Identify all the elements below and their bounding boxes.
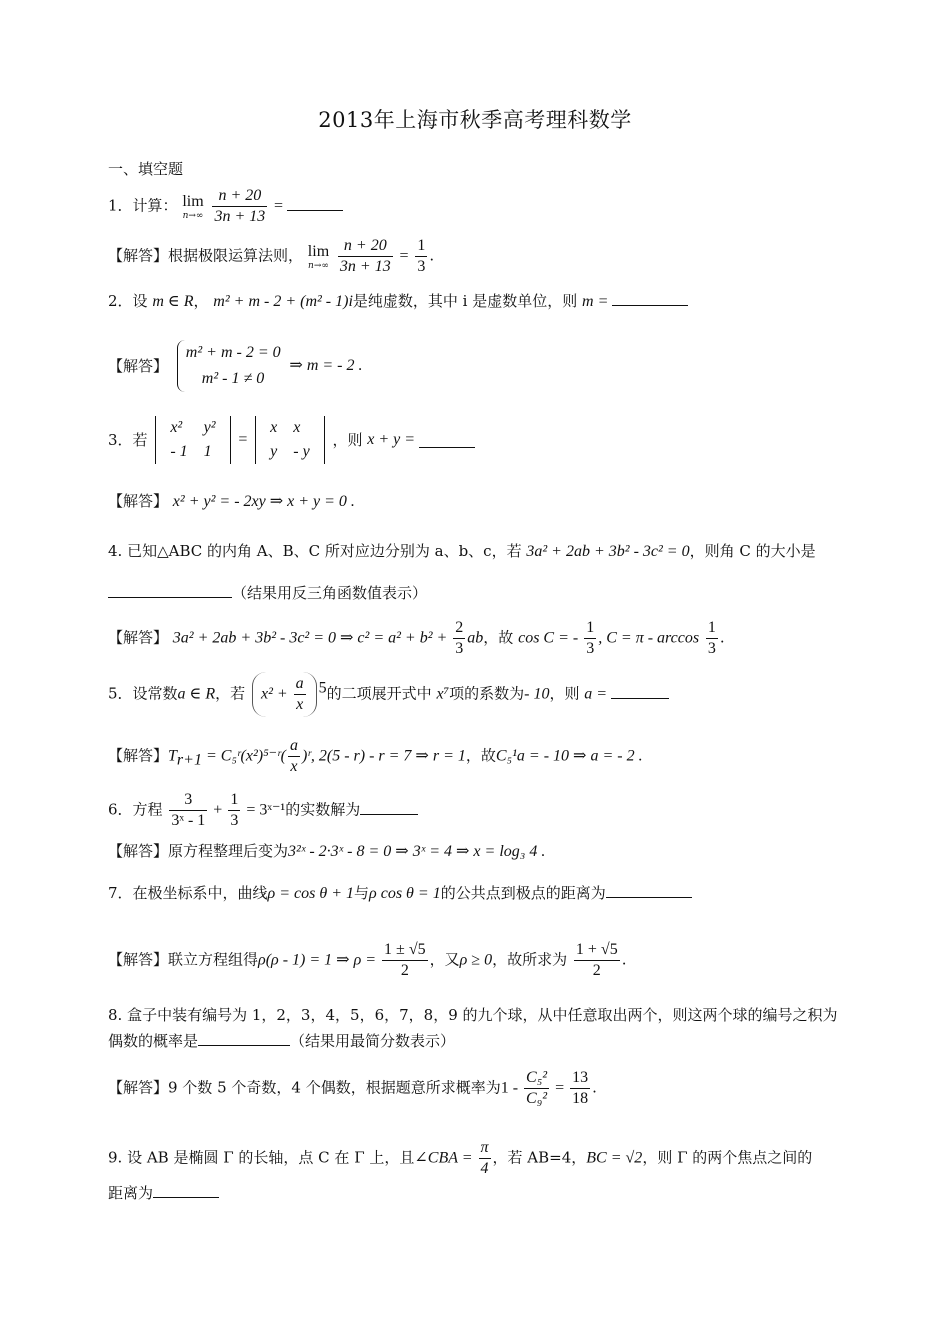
question-8: 8. 盒子中装有编号为 1，2，3，4，5，6，7，8，9 的九个球，从中任意取出两个，则这两个球的编号之积为偶数的概率是 （结果用最简分数表示） bbox=[108, 1006, 838, 1050]
answer-3: 【解答】 x² + y² = - 2xy ⇒ x + y = 0 . bbox=[108, 492, 355, 510]
question-7: 7．在极坐标系中，曲线ρ = cos θ + 1与ρ cos θ = 1的公共点到极点的距离为 bbox=[108, 882, 692, 905]
answer-7: 【解答】联立方程组得ρ(ρ - 1) = 1 ⇒ ρ = $\frac{1 \pm √5}{2}$ ，又ρ ≥ 0，故所求为 $\frac{1 + √5}{2}$ . bbox=[108, 941, 627, 979]
page-title: 2013年上海市秋季高考理科数学 bbox=[318, 108, 632, 132]
fraction: $\frac{1}{3}$ bbox=[417, 237, 426, 275]
answer-blank bbox=[606, 883, 692, 898]
question-1: 1．计算： lim n→∞ $\frac{n + 20}{3n + 13}$ = bbox=[108, 186, 343, 227]
fraction: $\frac{a}{x}$ bbox=[289, 737, 298, 775]
question-6: 6．方程 $\frac{3}{\text{3ˣ - 1}}$ + $\frac{1}{3}$ = 3ˣ⁻¹的实数解为 bbox=[108, 790, 418, 831]
fraction: $\frac{1}{3}$ bbox=[230, 791, 239, 829]
fraction: $\frac{n + 20}{3n + 13}$ bbox=[339, 237, 391, 275]
fraction: $\frac{1 \pm √5}{2}$ bbox=[384, 941, 426, 979]
limit-operator: lim n→∞ bbox=[307, 242, 330, 271]
answer-5: 【解答】$T_{r+1}$ = C₅ʳ(x²)⁵⁻ʳ( $\frac{a}{x}$ )ʳ, 2(5 - r) - r = 7 ⇒ r = 1，故C₅¹a = - 10 ⇒ a = - 2 . bbox=[108, 737, 643, 775]
question-9: 9. 设 AB 是椭圆 Γ 的长轴，点 C 在 Γ 上，且∠CBA = $\frac{\pi}{4}$ ，若 AB=4，BC = √2，则 Γ 的两个焦点之间的 bbox=[108, 1139, 813, 1177]
fraction: $\frac{1 + √5}{2}$ bbox=[575, 941, 618, 979]
fraction: $\frac{3}{\text{3ˣ - 1}}$ bbox=[171, 791, 206, 829]
question-2: 2．设 m ∈ R， m² + m - 2 + (m² - 1)i是纯虚数，其中 i 是虚数单位，则 m = bbox=[108, 290, 688, 313]
answer-blank bbox=[419, 433, 475, 448]
fraction: $\frac{\pi}{4}$ bbox=[480, 1139, 489, 1177]
answer-blank bbox=[108, 583, 232, 598]
fraction: $\frac{n + 20}{3n + 13}$ bbox=[214, 187, 266, 225]
fraction: $\frac{1}{3}$ bbox=[586, 619, 595, 657]
answer-blank bbox=[611, 684, 669, 699]
question-9-cont: 距离为 bbox=[108, 1182, 219, 1204]
answer-1: 【解答】根据极限运算法则， lim n→∞ $\frac{n + 20}{3n + 13}$ = $\frac{1}{3}$ . bbox=[108, 237, 435, 275]
fraction: $\frac{2}{3}$ bbox=[455, 619, 464, 657]
answer-blank bbox=[287, 196, 343, 211]
question-5: 5．设常数a ∈ R，若 x² + $\frac{a}{x}$ $^5$的二项展开式中 x⁷项的系数为- 10，则 a = bbox=[108, 672, 669, 717]
answer-blank bbox=[360, 800, 418, 815]
answer-8: 【解答】9 个数 5 个奇数，4 个偶数，根据题意所求概率为1 - $\frac{\text{C₅²}}{\text{C₉²}}$ = $\frac{13}{18}$ . bbox=[108, 1069, 597, 1107]
equation-system: m² + m - 2 = 0 m² - 1 ≠ 0 bbox=[177, 340, 281, 392]
answer-blank bbox=[153, 1183, 219, 1198]
determinant-right: x x y - y bbox=[255, 416, 325, 464]
fraction: $\frac{1}{3}$ bbox=[707, 619, 716, 657]
answer-4: 【解答】 3a² + 2ab + 3b² - 3c² = 0 ⇒ c² = a² + b² + $\frac{2}{3}$ ab，故 cos C = - $\frac{1}{3}$ , C = π - arccos $\frac{1}{3}$ . bbox=[108, 619, 725, 657]
section-heading: 一、填空题 bbox=[108, 160, 184, 178]
answer-6: 【解答】原方程整理后变为3²ˣ - 2·3ˣ - 8 = 0 ⇒ 3ˣ = 4 ⇒ x = log₃ 4 . bbox=[108, 842, 546, 860]
question-4: 4. 已知△ABC 的内角 A、B、C 所对应边分别为 a、b、c，若 3a² + 2ab + 3b² - 3c² = 0，则角 C 的大小是 bbox=[108, 542, 816, 560]
question-4-cont: （结果用反三角函数值表示） bbox=[108, 582, 427, 604]
fraction: $\frac{\text{C₅²}}{\text{C₉²}}$ bbox=[526, 1069, 548, 1107]
question-3: 3．若 x² y² - 1 1 = x x y - y ，则 x + y = bbox=[108, 416, 475, 464]
answer-blank bbox=[612, 291, 688, 306]
answer-blank bbox=[198, 1031, 290, 1046]
fraction: $\frac{13}{18}$ bbox=[572, 1069, 589, 1107]
determinant-left: x² y² - 1 1 bbox=[155, 416, 230, 464]
limit-operator: lim n→∞ bbox=[182, 192, 204, 221]
binomial-expression: x² + $\frac{a}{x}$ bbox=[252, 672, 317, 717]
answer-2: 【解答】 m² + m - 2 = 0 m² - 1 ≠ 0 ⇒ m = - 2 . bbox=[108, 340, 363, 392]
